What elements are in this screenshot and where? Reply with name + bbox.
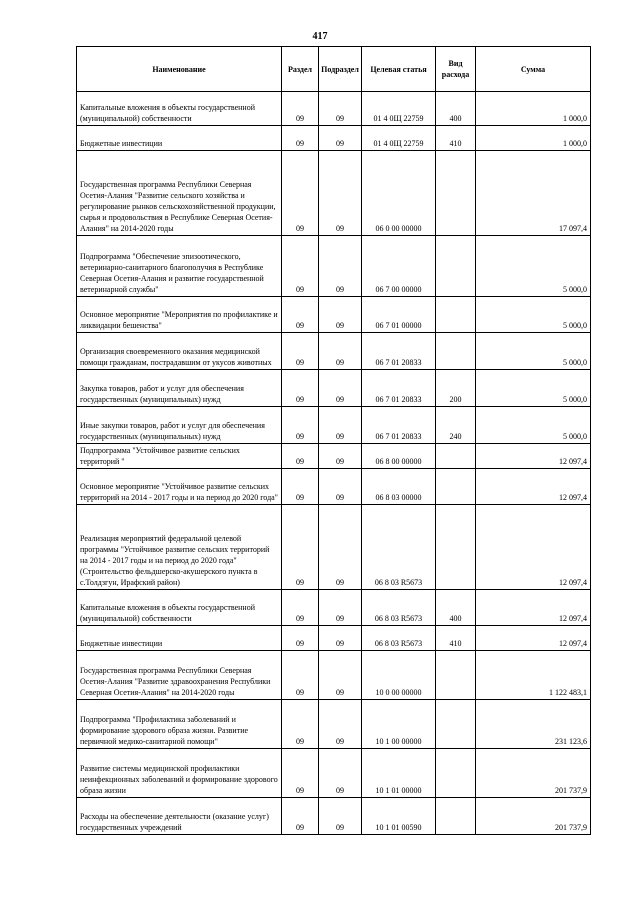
row-subsection: 09 xyxy=(319,505,362,590)
table-row xyxy=(77,92,591,126)
table-row xyxy=(77,469,591,505)
row-expense-type xyxy=(436,798,476,835)
row-name: Иные закупки товаров, работ и услуг для обеспечения государственных (муниципальных) нужд xyxy=(77,407,282,444)
row-target: 10 1 00 00000 xyxy=(362,700,436,749)
row-section: 09 xyxy=(282,297,319,333)
row-subsection: 09 xyxy=(319,297,362,333)
table-row xyxy=(77,333,591,370)
row-subsection: 09 xyxy=(319,407,362,444)
row-subsection: 09 xyxy=(319,126,362,151)
row-subsection: 09 xyxy=(319,151,362,236)
row-sum: 5 000,0 xyxy=(476,407,591,444)
row-expense-type: 400 xyxy=(436,590,476,626)
row-expense-type xyxy=(436,444,476,469)
budget-table xyxy=(76,46,591,835)
row-name: Организация своевременного оказания медицинской помощи гражданам, пострадавшим от укусов животных xyxy=(77,333,282,370)
row-section: 09 xyxy=(282,126,319,151)
row-sum: 5 000,0 xyxy=(476,297,591,333)
table-row xyxy=(77,151,591,236)
row-name: Подпрограмма "Обеспечение эпизоотического, ветеринарно-санитарного благополучия в Республике Северная Осетия-Алания и развитие государственной ветеринарной службы" xyxy=(77,236,282,297)
row-section: 09 xyxy=(282,370,319,407)
row-sum: 12 097,4 xyxy=(476,590,591,626)
row-target: 06 8 03 R5673 xyxy=(362,590,436,626)
table-row xyxy=(77,370,591,407)
row-expense-type: 410 xyxy=(436,626,476,651)
row-section: 09 xyxy=(282,333,319,370)
row-sum: 12 097,4 xyxy=(476,469,591,505)
row-subsection: 09 xyxy=(319,651,362,700)
header-section: Раздел xyxy=(282,47,319,92)
table-row xyxy=(77,444,591,469)
row-name: Государственная программа Республики Северная Осетия-Алания "Развитие сельского хозяйства и регулирование рынков сельскохозяйственной продукции, сырья и продовольствия в Республике Северная Осетия-Алания" на 2014-2020 годы xyxy=(77,151,282,236)
row-sum: 12 097,4 xyxy=(476,444,591,469)
row-expense-type xyxy=(436,333,476,370)
header-name: Наименование xyxy=(77,47,282,92)
row-name: Капитальные вложения в объекты государственной (муниципальной) собственности xyxy=(77,590,282,626)
row-name: Капитальные вложения в объекты государственной (муниципальной) собственности xyxy=(77,92,282,126)
row-target: 06 7 01 20833 xyxy=(362,407,436,444)
row-subsection: 09 xyxy=(319,749,362,798)
row-name: Расходы на обеспечение деятельности (оказание услуг) государственных учреждений xyxy=(77,798,282,835)
row-name: Основное мероприятие "Мероприятия по профилактике и ликвидации бешенства" xyxy=(77,297,282,333)
row-subsection: 09 xyxy=(319,590,362,626)
row-target: 06 7 00 00000 xyxy=(362,236,436,297)
row-target: 01 4 0Щ 22759 xyxy=(362,126,436,151)
table-row xyxy=(77,407,591,444)
row-expense-type xyxy=(436,236,476,297)
row-expense-type xyxy=(436,749,476,798)
row-target: 06 8 03 R5673 xyxy=(362,505,436,590)
row-name: Бюджетные инвестиции xyxy=(77,126,282,151)
row-expense-type: 410 xyxy=(436,126,476,151)
row-target: 10 1 01 00000 xyxy=(362,749,436,798)
row-section: 09 xyxy=(282,700,319,749)
row-name: Реализация мероприятий федеральной целевой программы "Устойчивое развитие сельских территорий на 2014 - 2017 годы и на период до 2020 года" (Строительство фельдшерско-акушерского пункта в с.Толдзгун, Ирафский район) xyxy=(77,505,282,590)
row-section: 09 xyxy=(282,626,319,651)
row-subsection: 09 xyxy=(319,469,362,505)
row-sum: 12 097,4 xyxy=(476,505,591,590)
row-section: 09 xyxy=(282,749,319,798)
row-subsection: 09 xyxy=(319,370,362,407)
table-row xyxy=(77,700,591,749)
row-expense-type xyxy=(436,469,476,505)
header-sum: Сумма xyxy=(476,47,591,92)
row-target: 06 8 03 R5673 xyxy=(362,626,436,651)
row-sum: 12 097,4 xyxy=(476,626,591,651)
row-sum: 201 737,9 xyxy=(476,798,591,835)
row-subsection: 09 xyxy=(319,626,362,651)
row-name: Подпрограмма "Профилактика заболеваний и формирование здорового образа жизни. Развитие первичной медико-санитарной помощи" xyxy=(77,700,282,749)
row-target: 06 8 03 00000 xyxy=(362,469,436,505)
table-row xyxy=(77,798,591,835)
row-section: 09 xyxy=(282,92,319,126)
table-row xyxy=(77,236,591,297)
row-name: Государственная программа Республики Северная Осетия-Алания "Развитие здравоохранения Республики Северная Осетия-Алания" на 2014-2020 годы xyxy=(77,651,282,700)
row-expense-type: 200 xyxy=(436,370,476,407)
row-expense-type xyxy=(436,151,476,236)
row-sum: 1 000,0 xyxy=(476,92,591,126)
row-target: 06 7 01 20833 xyxy=(362,370,436,407)
row-subsection: 09 xyxy=(319,333,362,370)
table-row xyxy=(77,126,591,151)
table-row xyxy=(77,651,591,700)
row-name: Бюджетные инвестиции xyxy=(77,626,282,651)
table-row xyxy=(77,590,591,626)
row-sum: 5 000,0 xyxy=(476,370,591,407)
row-section: 09 xyxy=(282,407,319,444)
row-target: 06 0 00 00000 xyxy=(362,151,436,236)
row-name: Развитие системы медицинской профилактики неинфекционных заболеваний и формирование здорового образа жизни xyxy=(77,749,282,798)
row-section: 09 xyxy=(282,151,319,236)
row-section: 09 xyxy=(282,651,319,700)
row-subsection: 09 xyxy=(319,92,362,126)
row-subsection: 09 xyxy=(319,444,362,469)
row-subsection: 09 xyxy=(319,798,362,835)
row-sum: 1 122 483,1 xyxy=(476,651,591,700)
row-section: 09 xyxy=(282,590,319,626)
table-header-row xyxy=(77,47,591,92)
row-expense-type xyxy=(436,297,476,333)
table-row xyxy=(77,626,591,651)
row-section: 09 xyxy=(282,444,319,469)
header-subsection: Подраздел xyxy=(319,47,362,92)
table-row xyxy=(77,749,591,798)
row-sum: 1 000,0 xyxy=(476,126,591,151)
row-expense-type xyxy=(436,505,476,590)
table-row xyxy=(77,297,591,333)
row-name: Основное мероприятие "Устойчивое развитие сельских территорий на 2014 - 2017 годы и на период до 2020 года" xyxy=(77,469,282,505)
row-target: 10 1 01 00590 xyxy=(362,798,436,835)
row-name: Закупка товаров, работ и услуг для обеспечения государственных (муниципальных) нужд xyxy=(77,370,282,407)
row-sum: 5 000,0 xyxy=(476,236,591,297)
row-expense-type xyxy=(436,700,476,749)
row-section: 09 xyxy=(282,236,319,297)
row-expense-type: 400 xyxy=(436,92,476,126)
row-expense-type xyxy=(436,651,476,700)
row-target: 01 4 0Щ 22759 xyxy=(362,92,436,126)
row-sum: 5 000,0 xyxy=(476,333,591,370)
row-target: 10 0 00 00000 xyxy=(362,651,436,700)
row-subsection: 09 xyxy=(319,236,362,297)
row-subsection: 09 xyxy=(319,700,362,749)
row-target: 06 7 01 20833 xyxy=(362,333,436,370)
header-expense-type: Вид расхода xyxy=(436,47,476,92)
page-number: 417 xyxy=(312,31,328,42)
row-sum: 231 123,6 xyxy=(476,700,591,749)
row-target: 06 7 01 00000 xyxy=(362,297,436,333)
row-expense-type: 240 xyxy=(436,407,476,444)
table-row xyxy=(77,505,591,590)
row-name: Подпрограмма "Устойчивое развитие сельских территорий " xyxy=(77,444,282,469)
row-target: 06 8 00 00000 xyxy=(362,444,436,469)
row-sum: 201 737,9 xyxy=(476,749,591,798)
row-section: 09 xyxy=(282,798,319,835)
row-sum: 17 097,4 xyxy=(476,151,591,236)
row-section: 09 xyxy=(282,469,319,505)
header-target: Целевая статья xyxy=(362,47,436,92)
row-section: 09 xyxy=(282,505,319,590)
